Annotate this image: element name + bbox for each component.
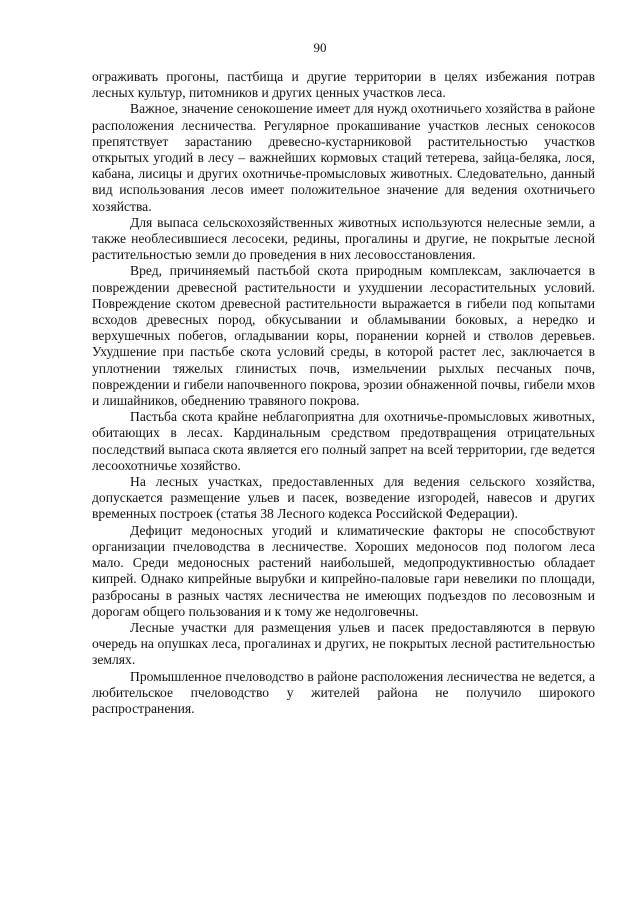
paragraph: Лесные участки для размещения ульев и пасек предоставляются в первую очередь на опушках леса, прогалинах и других, не покрытых лесной растительностью землях.	[92, 619, 595, 668]
paragraph: Для выпаса сельскохозяйственных животных используются нелесные земли, а также необлесившиеся лесосеки, редины, прогалины и другие, не покрытые лесной растительностью земли до проведения в них лесовосстановления.	[92, 214, 595, 263]
page-number: 90	[313, 40, 327, 55]
paragraph-continuation: ограживать прогоны, пастбища и другие территории в целях избежания потрав лесных культур, питомников и других ценных участков леса.	[92, 69, 595, 101]
body-text	[92, 69, 595, 717]
paragraph: Дефицит медоносных угодий и климатические факторы не способствуют организации пчеловодства в лесничестве. Хороших медоносов под пологом леса мало. Среди медоносных растений наибольшей, медопродуктивностью обладает кипрей. Однако кипрейные вырубки и кипрейно-паловые гари невелики по площади, разбросаны в разных частях лесничества не имеющих подъездов по лесовозным и дорогам общего пользования и к тому же недолговечны.	[92, 522, 595, 619]
paragraph: Вред, причиняемый пастьбой скота природным комплексам, заключается в повреждении древесной растительности и ухудшении лесорастительных условий. Повреждение скотом древесной растительности выражается в гибели под копытами всходов древесных пород, обкусывании и обламывании боковых, а нередко и верхушечных побегов, огладывании коры, поранении корней и стволов деревьев. Ухудшение при пастьбе скота условий среды, в которой растет лес, заключается в уплотнении тяжелых глинистых почв, измельчении рыхлых песчаных почв, повреждении и гибели напочвенного покрова, эрозии обнаженной почвы, гибели мхов и лишайников, обеднению травяного покрова.	[92, 263, 595, 409]
paragraph: Пастьба скота крайне неблагоприятна для охотничье-промысловых животных, обитающих в лесах. Кардинальным средством предотвращения отрицательных последствий выпаса скота является его полный запрет на всей территории, где ведется лесоохотничье хозяйство.	[92, 409, 595, 473]
paragraph: Промышленное пчеловодство в районе расположения лесничества не ведется, а любительское пчеловодство у жителей района не получило широкого распространения.	[92, 668, 595, 716]
paragraph: Важное, значение сенокошение имеет для нужд охотничьего хозяйства в районе расположения лесничества. Регулярное прокашивание участков лесных сенокосов препятствует зарастанию древесно-кустарниковой растительностью участков открытых угодий в лесу – важнейших кормовых стаций тетерева, зайца-беляка, лося, кабана, лисицы и других охотничье-промысловых животных. Следовательно, данный вид использования лесов имеет положительное значение для ведения охотничьего хозяйства.	[92, 101, 595, 214]
paragraph: На лесных участках, предоставленных для ведения сельского хозяйства, допускается размещение ульев и пасек, возведение изгородей, навесов и других временных построек (статья 38 Лесного кодекса Российской Федерации).	[92, 474, 595, 522]
